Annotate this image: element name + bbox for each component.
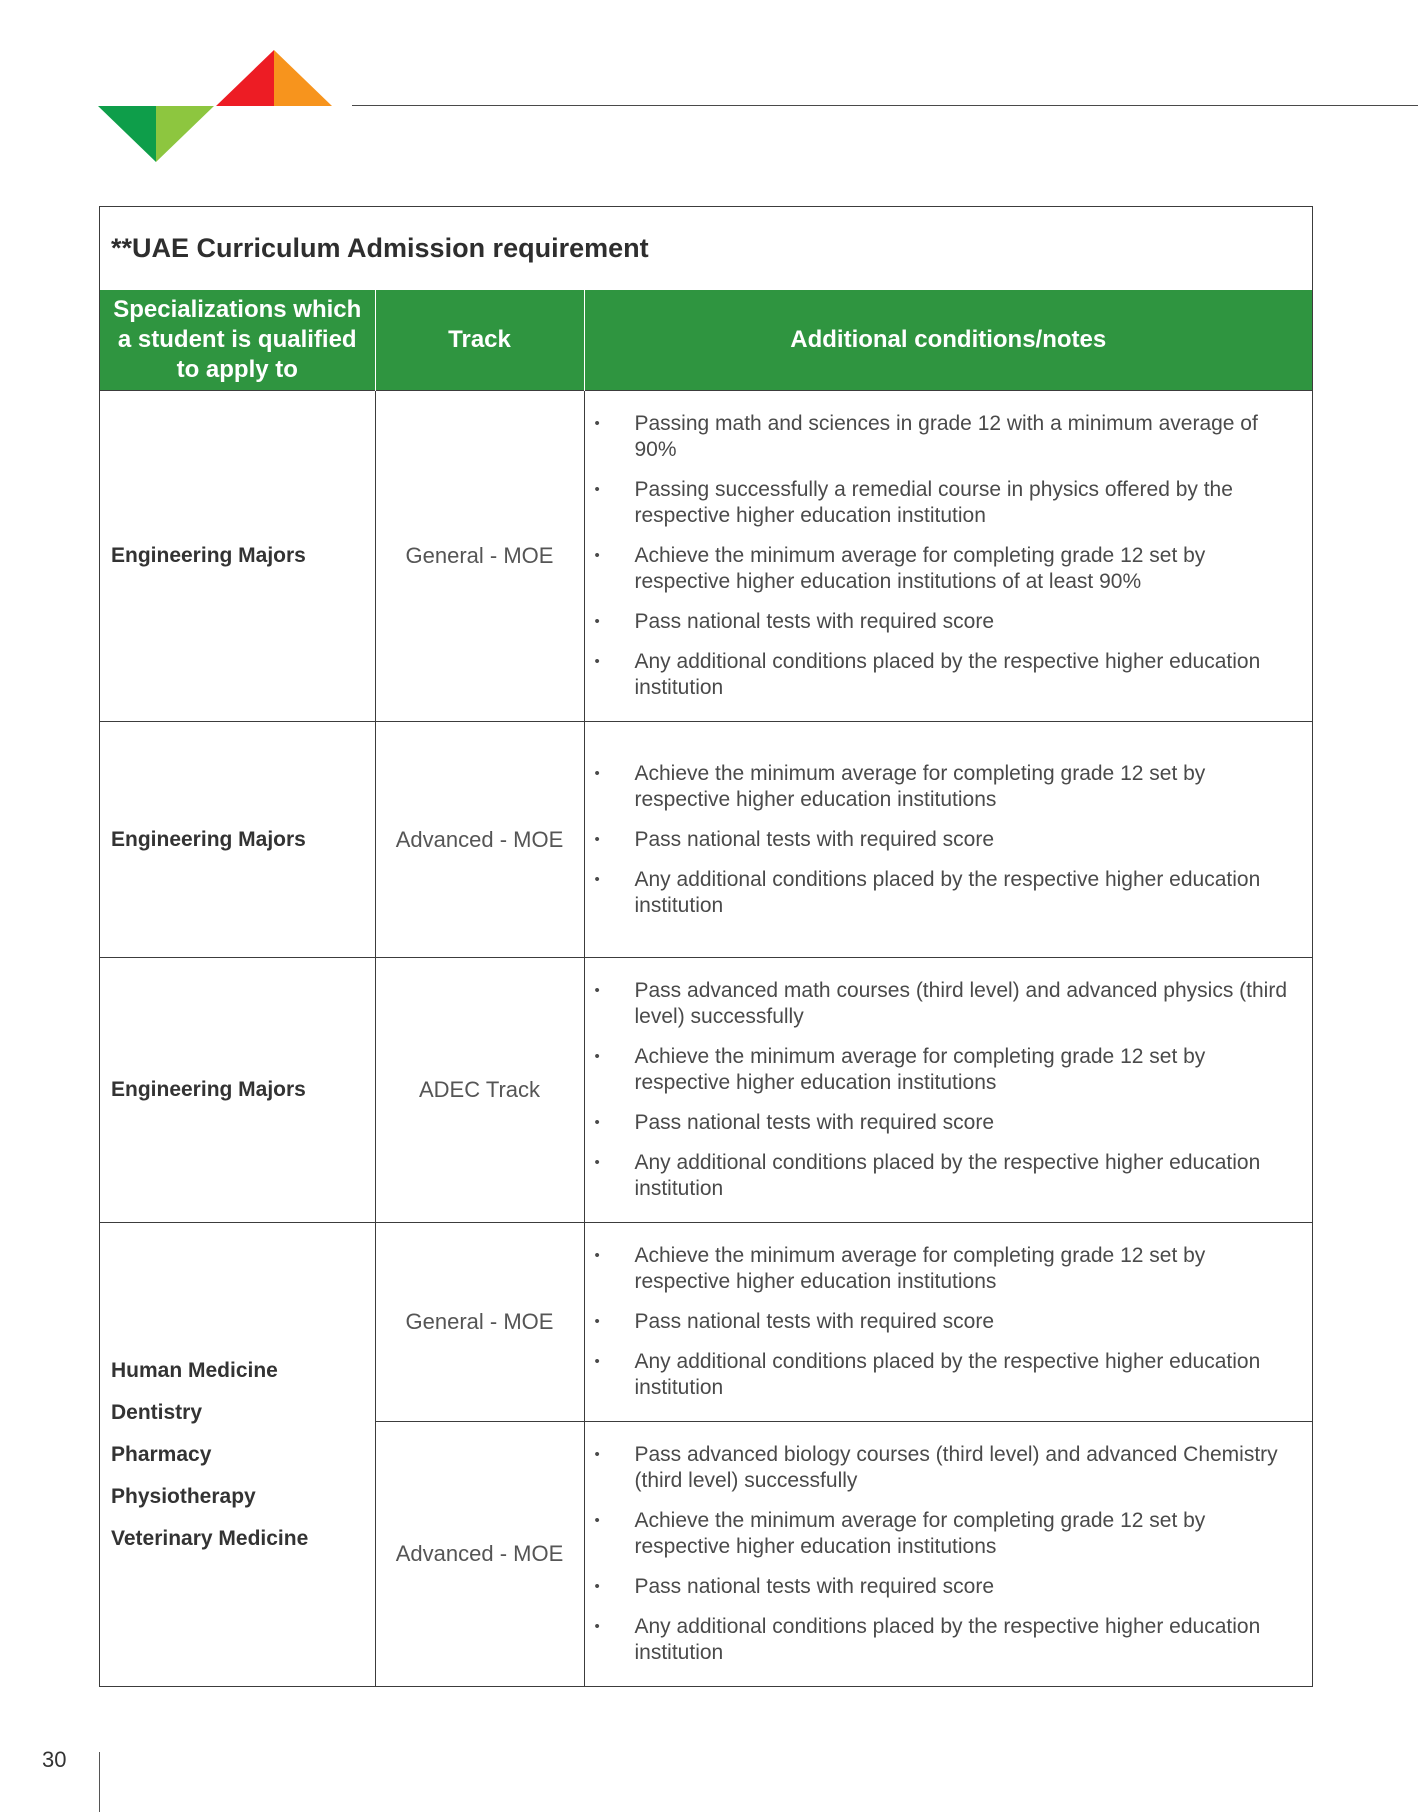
track-cell: General - MOE (375, 391, 584, 722)
table-header-row (100, 290, 1312, 391)
logo-icon (98, 50, 334, 162)
track-cell: Advanced - MOE (375, 1422, 584, 1687)
note-item: • Achieve the minimum average for completing grade 12 set by respective higher education institutions (585, 1508, 1299, 1560)
notes-cell (584, 958, 1312, 1223)
note-item: • Achieve the minimum average for completing grade 12 set by respective higher education institutions (585, 1044, 1299, 1096)
specialization-cell (100, 1223, 375, 1687)
notes-list (585, 1243, 1299, 1401)
note-item: • Pass national tests with required score (585, 1309, 1299, 1335)
notes-list (585, 761, 1299, 919)
page-number-rule (99, 1752, 100, 1812)
header-specializations: Specializations which a student is qualified to apply to (100, 290, 375, 391)
admission-table (100, 290, 1312, 1686)
notes-list (585, 1442, 1299, 1666)
note-item: • Pass national tests with required score (585, 1574, 1299, 1600)
note-item: • Passing math and sciences in grade 12 with a minimum average of 90% (585, 411, 1299, 463)
header-notes: Additional conditions/notes (584, 290, 1312, 391)
specialization-item: Human Medicine (111, 1358, 278, 1382)
specialization-cell: Engineering Majors (100, 391, 375, 722)
specialization-item: Physiotherapy (111, 1484, 256, 1508)
note-item: • Pass advanced biology courses (third level) and advanced Chemistry (third level) successfully (585, 1442, 1299, 1494)
notes-cell (584, 391, 1312, 722)
note-item: • Achieve the minimum average for completing grade 12 set by respective higher education institutions of at least 90% (585, 543, 1299, 595)
header-rule (352, 105, 1418, 106)
track-cell: Advanced - MOE (375, 722, 584, 958)
specialization-item: Pharmacy (111, 1442, 212, 1466)
note-item: • Pass national tests with required score (585, 609, 1299, 635)
note-item: • Any additional conditions placed by the respective higher education institution (585, 1349, 1299, 1401)
note-item: • Pass advanced math courses (third level) and advanced physics (third level) successfully (585, 978, 1299, 1030)
specialization-cell: Engineering Majors (100, 958, 375, 1223)
note-item: • Pass national tests with required score (585, 1110, 1299, 1136)
notes-cell (584, 722, 1312, 958)
notes-cell (584, 1223, 1312, 1422)
notes-cell (584, 1422, 1312, 1687)
page-number: 30 (42, 1747, 67, 1772)
notes-list (585, 411, 1299, 701)
table-title: **UAE Curriculum Admission requirement (111, 233, 649, 263)
note-item: • Pass national tests with required score (585, 827, 1299, 853)
track-cell: General - MOE (375, 1223, 584, 1422)
note-item: • Any additional conditions placed by the respective higher education institution (585, 649, 1299, 701)
track-cell: ADEC Track (375, 958, 584, 1223)
specialization-cell: Engineering Majors (100, 722, 375, 958)
table-row (100, 391, 1312, 722)
notes-list (585, 978, 1299, 1202)
header-track: Track (375, 290, 584, 391)
table-row (100, 1223, 1312, 1422)
specialization-item: Dentistry (111, 1400, 203, 1424)
note-item: • Any additional conditions placed by the respective higher education institution (585, 867, 1299, 919)
specialization-item: Veterinary Medicine (111, 1526, 309, 1550)
note-item: • Passing successfully a remedial course in physics offered by the respective higher education institution (585, 477, 1299, 529)
note-item: • Any additional conditions placed by the respective higher education institution (585, 1614, 1299, 1666)
admission-table-frame (99, 206, 1313, 1687)
table-row (100, 722, 1312, 958)
note-item: • Achieve the minimum average for completing grade 12 set by respective higher education institutions (585, 1243, 1299, 1295)
note-item: • Achieve the minimum average for completing grade 12 set by respective higher education institutions (585, 761, 1299, 813)
medical-specialization-list (111, 1359, 374, 1551)
table-row (100, 958, 1312, 1223)
note-item: • Any additional conditions placed by the respective higher education institution (585, 1150, 1299, 1202)
